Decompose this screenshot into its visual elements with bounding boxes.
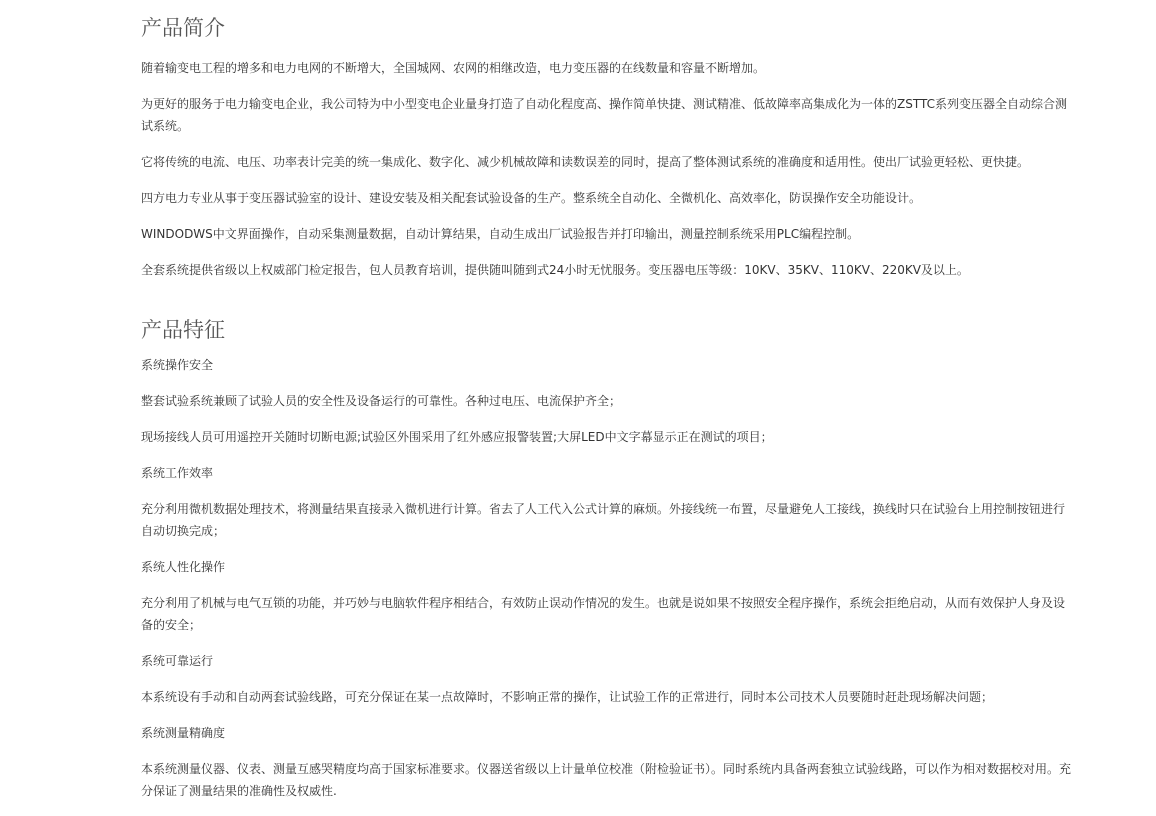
intro-paragraph: 全套系统提供省级以上权威部门检定报告，包人员教育培训，提供随叫随到式24小时无忧服务。变压器电压等级：10KV、35KV、110KV、220KV及以上。 [141,263,969,277]
feature-subheading-accuracy: 系统测量精确度 [141,726,226,740]
feature-paragraph: 整套试验系统兼顾了试验人员的安全性及设备运行的可靠性。各种过电压、电流保护齐全； [141,394,622,408]
product-features-heading: 产品特征 [141,318,225,342]
intro-paragraph: 随着输变电工程的增多和电力电网的不断增大，全国城网、农网的相继改造，电力变压器的在线数量和容量不断增加。 [141,61,766,75]
feature-subheading-efficiency: 系统工作效率 [141,466,214,480]
feature-subheading-safety: 系统操作安全 [141,358,214,372]
feature-subheading-usability: 系统人性化操作 [141,560,226,574]
intro-paragraph: 它将传统的电流、电压、功率表计完美的统一集成化、数字化、减少机械故障和读数误差的同时，提高了整体测试系统的准确度和适用性。使出厂试验更轻松、更快捷。 [141,155,1030,169]
feature-paragraph: 充分利用微机数据处理技术，将测量结果直接录入微机进行计算。省去了人工代入公式计算的麻烦。外接线统一布置，尽量避免人工接线，换线时只在试验台上用控制按钮进行自动切换完成； [141,502,1066,538]
feature-paragraph: 现场接线人员可用遥控开关随时切断电源;试验区外围采用了红外感应报警装置;大屏LED中文字幕显示正在测试的项目； [141,430,773,444]
feature-paragraph: 充分利用了机械与电气互锁的功能，并巧妙与电脑软件程序相结合，有效防止误动作情况的发生。也就是说如果不按照安全程序操作，系统会拒绝启动，从而有效保护人身及设备的安全； [141,596,1066,632]
article-content [141,0,1076,816]
intro-paragraph: WINDODWS中文界面操作，自动采集测量数据，自动计算结果，自动生成出厂试验报告并打印输出，测量控制系统采用PLC编程控制。 [141,227,860,241]
feature-subheading-reliability: 系统可靠运行 [141,654,214,668]
intro-paragraph: 四方电力专业从事于变压器试验室的设计、建设安装及相关配套试验设备的生产。整系统全自动化、全微机化、高效率化，防误操作安全功能设计。 [141,191,922,205]
intro-paragraph: 为更好的服务于电力输变电企业，我公司特为中小型变电企业量身打造了自动化程度高、操作简单快捷、测试精准、低故障率高集成化为一体的ZSTTC系列变压器全自动综合测试系统。 [141,97,1067,133]
product-intro-heading: 产品简介 [141,16,225,40]
feature-paragraph: 本系统设有手动和自动两套试验线路，可充分保证在某一点故障时，不影响正常的操作，让试验工作的正常进行，同时本公司技术人员要随时赶赴现场解决问题； [141,690,994,704]
feature-paragraph: 本系统测量仪器、仪表、测量互感哭精度均高于国家标准要求。仪器送省级以上计量单位校准（附检验证书）。同时系统内具备两套独立试验线路，可以作为相对数据校对用。充分保证了测量结果的准确性及权威性. [141,762,1072,798]
